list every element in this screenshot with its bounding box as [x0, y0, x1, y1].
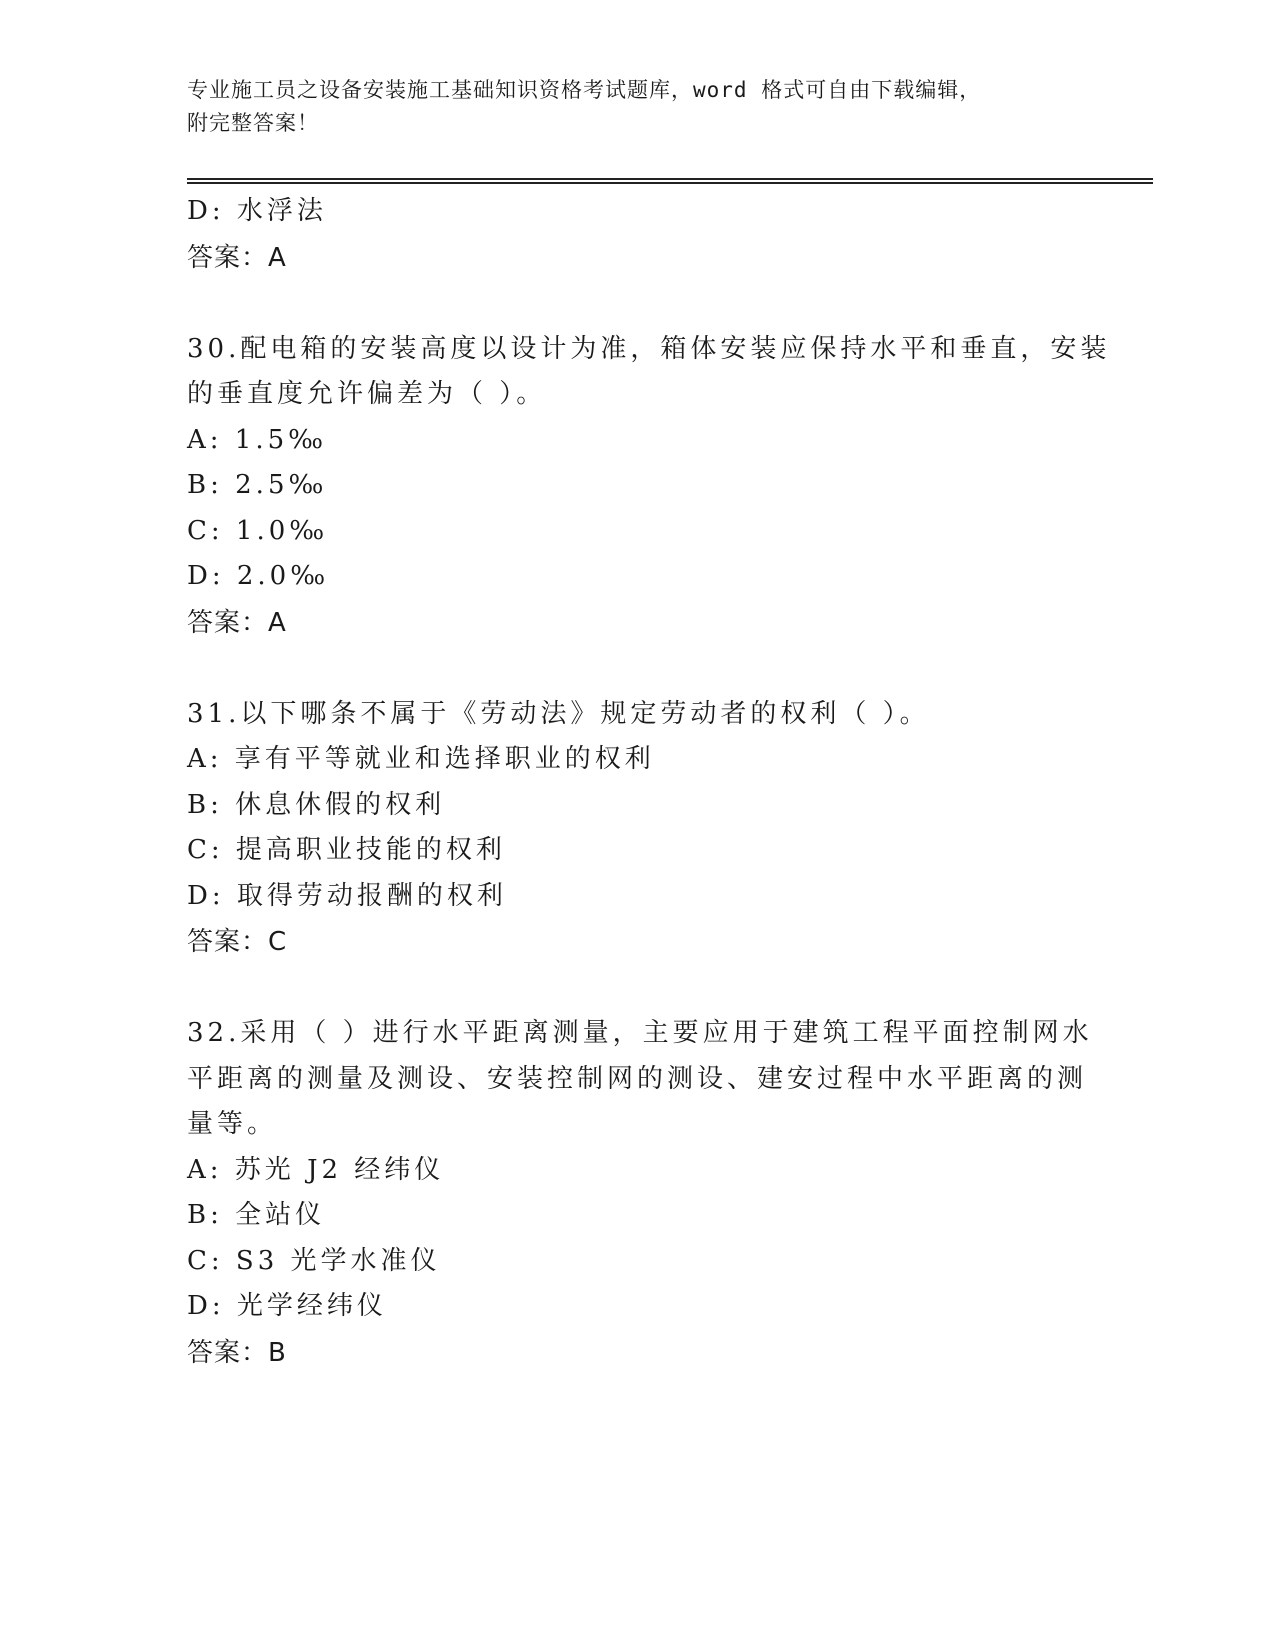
question-30-option-d: D: 2.0‰: [187, 561, 330, 591]
question-32-option-a: A: 苏光 J2 经纬仪: [187, 1154, 445, 1185]
header-divider-top: [187, 178, 1153, 180]
spacer: [187, 281, 1087, 327]
question-32-stem-3: 量等。: [187, 1109, 278, 1139]
answer-previous: 答案：A: [187, 242, 287, 273]
question-31-option-d: D: 取得劳动报酬的权利: [187, 880, 507, 911]
question-32-option-d: D: 光学经纬仪: [187, 1291, 387, 1321]
question-30-stem-2: 的垂直度允许偏差为（ ）。: [187, 379, 547, 409]
question-31-stem-1: 31.以下哪条不属于《劳动法》规定劳动者的权利（ ）。: [187, 698, 930, 729]
question-30-stem-1: 30.配电箱的安装高度以设计为准，箱体安装应保持水平和垂直，安装: [187, 333, 1111, 364]
question-32: [187, 1011, 1093, 1376]
question-30-option-b: B: 2.5‰: [187, 470, 328, 500]
question-32-answer: 答案：B: [187, 1337, 287, 1368]
question-30-answer: 答案：A: [187, 607, 287, 638]
question-31-answer: 答案：C: [187, 927, 288, 957]
header-line-1: 专业施工员之设备安装施工基础知识资格考试题库，word 格式可自由下载编辑，: [187, 78, 982, 102]
page-header: [187, 74, 1077, 140]
question-32-stem-1: 32.采用（ ）进行水平距离测量，主要应用于建筑工程平面控制网水: [187, 1018, 1093, 1048]
question-30-option-c: C: 1.0‰: [187, 515, 329, 546]
question-30: [187, 327, 1111, 646]
question-31-option-a: A: 享有平等就业和选择职业的权利: [187, 744, 655, 774]
header-line-2: 附完整答案！: [187, 111, 319, 135]
question-30-option-a: A: 1.5‰: [187, 424, 328, 455]
question-32-option-b: B: 全站仪: [187, 1200, 326, 1230]
question-content: [187, 189, 1111, 1376]
option-d-previous: D: 水浮法: [187, 196, 327, 226]
question-31-option-c: C: 提高职业技能的权利: [187, 835, 506, 865]
question-32-option-c: C: S3 光学水准仪: [187, 1245, 441, 1276]
header-divider-bottom: [187, 182, 1153, 184]
spacer: [187, 965, 1087, 1011]
spacer: [187, 646, 1087, 692]
question-32-stem-2: 平距离的测量及测设、安装控制网的测设、建安过程中水平距离的测: [187, 1063, 1088, 1094]
question-31: [187, 692, 1087, 966]
question-31-option-b: B: 休息休假的权利: [187, 789, 446, 820]
